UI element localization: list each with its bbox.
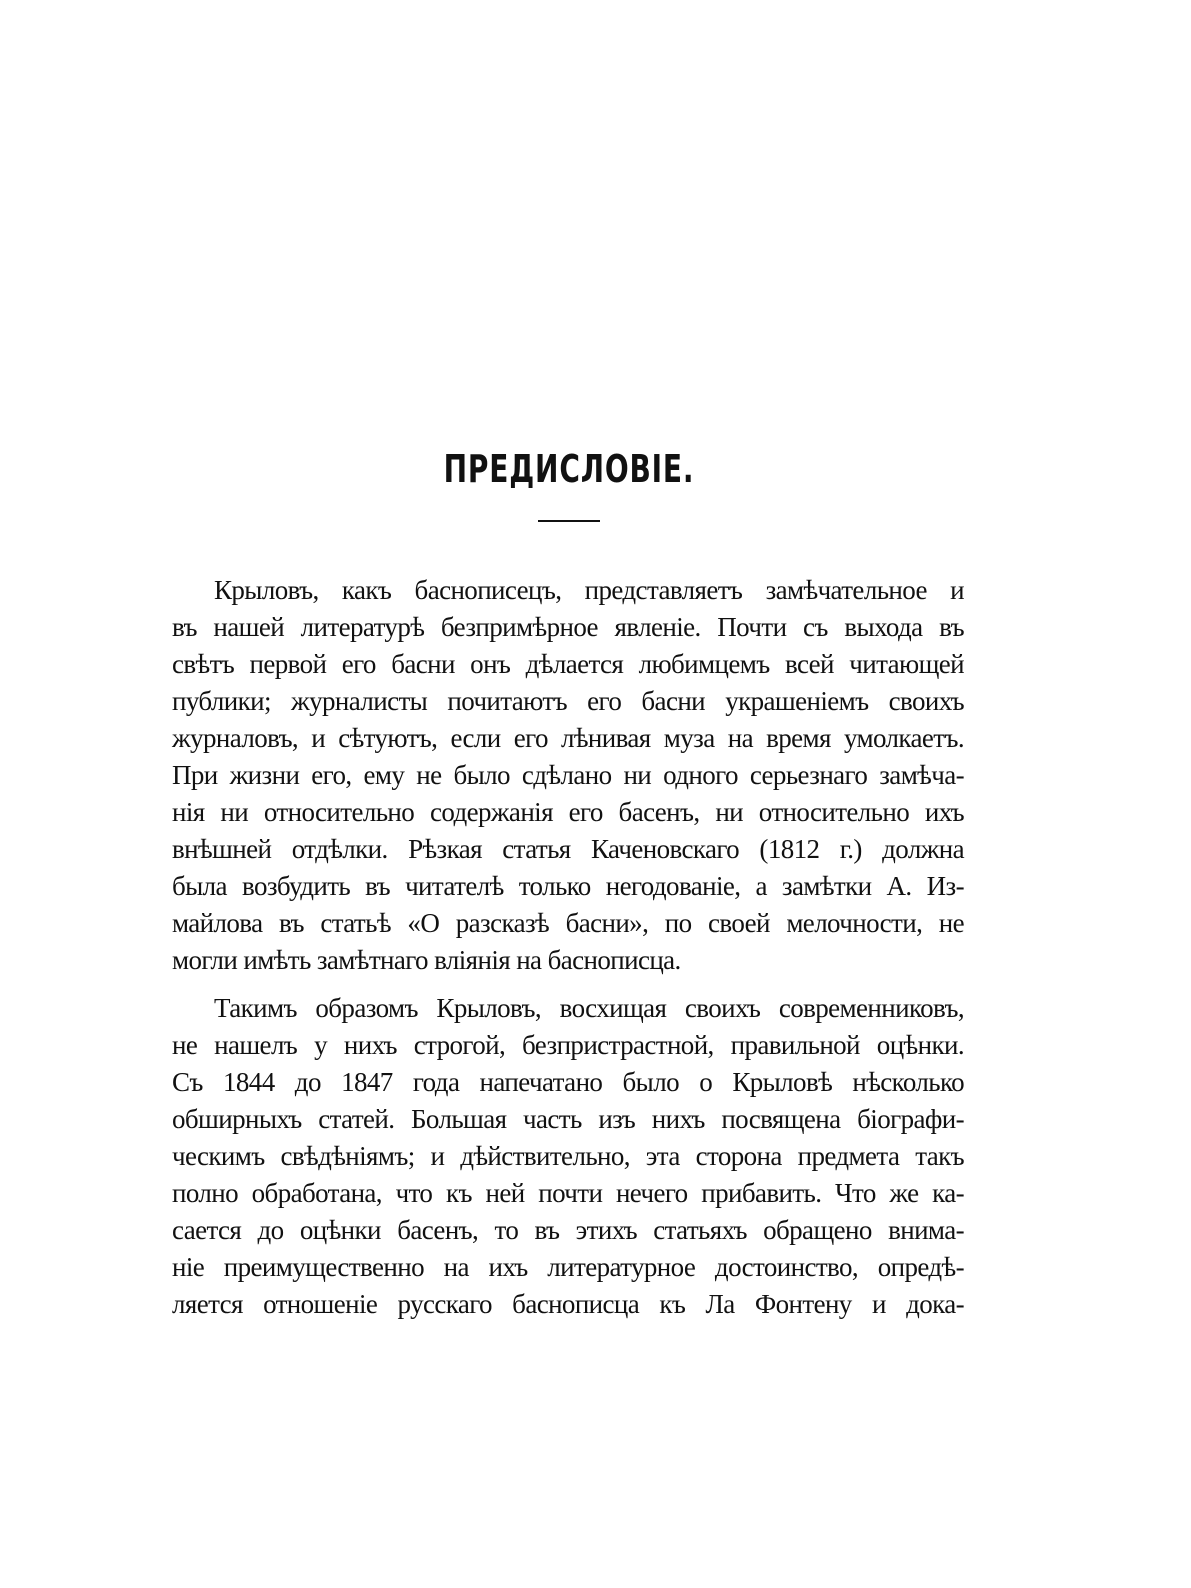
- text-line: ніе преимущественно на ихъ литературное достоинство, опредѣ-: [172, 1252, 964, 1282]
- text-line: внѣшней отдѣлки. Рѣзкая статья Каченовскаго (1812 г.) должна: [172, 834, 964, 864]
- paragraph-gap: [172, 979, 964, 990]
- paragraph-2: [172, 990, 964, 1323]
- text-line: публики; журналисты почитаютъ его басни украшеніемъ своихъ: [172, 686, 964, 716]
- paragraph-1: [172, 572, 964, 979]
- text-line: была возбудить въ читателѣ только негодованіе, а замѣтки А. Из-: [172, 871, 964, 901]
- text-line: могли имѣть замѣтнаго вліянія на баснописца.: [172, 945, 681, 975]
- text-line: обширныхъ статей. Большая часть изъ нихъ посвящена біографи-: [172, 1104, 964, 1134]
- text-line: Съ 1844 до 1847 года напечатано было о Крыловѣ нѣсколько: [172, 1067, 964, 1097]
- text-line: ляется отношеніе русскаго баснописца къ Ла Фонтену и дока-: [172, 1289, 964, 1319]
- text-line: не нашелъ у нихъ строгой, безпристрастной, правильной оцѣнки.: [172, 1030, 964, 1060]
- text-line: ческимъ свѣдѣніямъ; и дѣйствительно, эта сторона предмета такъ: [172, 1141, 964, 1171]
- text-line: журналовъ, и сѣтуютъ, если его лѣнивая муза на время умолкаетъ.: [172, 723, 964, 753]
- text-line: сается до оцѣнки басенъ, то въ этихъ статьяхъ обращено внима-: [172, 1215, 964, 1245]
- text-line: полно обработана, что къ ней почти нечего прибавить. Что же ка-: [172, 1178, 964, 1208]
- page-title: ПРЕДИСЛОВІЕ.: [443, 447, 695, 491]
- text-line: въ нашей литературѣ безпримѣрное явленіе. Почти съ выхода въ: [172, 612, 964, 642]
- body-text: [172, 572, 964, 1323]
- text-line: свѣтъ первой его басни онъ дѣлается любимцемъ всей читающей: [172, 649, 964, 679]
- title-divider: [538, 520, 600, 522]
- text-line: При жизни его, ему не было сдѣлано ни одного серьезнаго замѣча-: [172, 760, 964, 790]
- text-line: Такимъ образомъ Крыловъ, восхищая своихъ современниковъ,: [214, 993, 964, 1023]
- text-line: майлова въ статьѣ «О разсказѣ басни», по своей мелочности, не: [172, 908, 964, 938]
- text-line: Крыловъ, какъ баснописецъ, представляетъ замѣчательное и: [214, 575, 964, 605]
- text-line: нія ни относительно содержанія его басенъ, ни относительно ихъ: [172, 797, 964, 827]
